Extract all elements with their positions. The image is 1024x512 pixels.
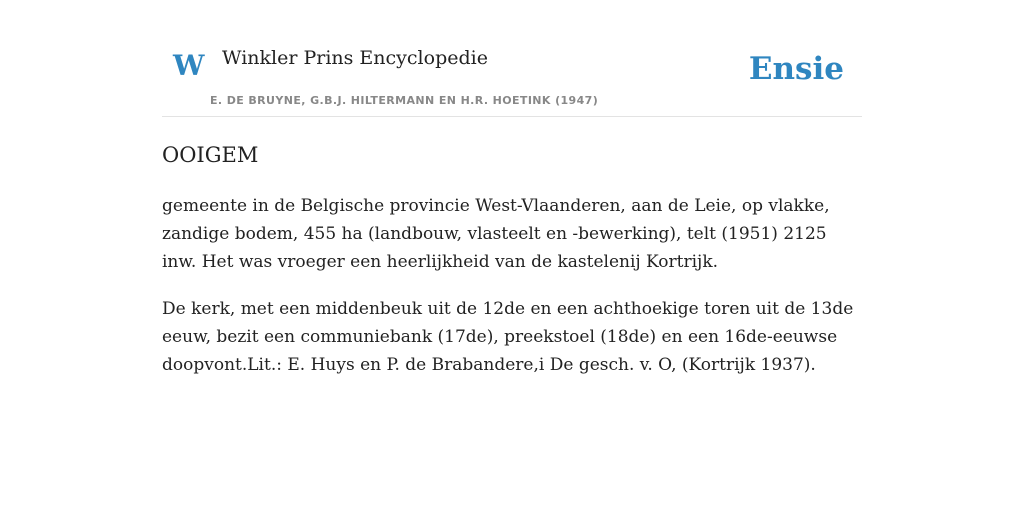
publication-logo[interactable]: W — [173, 49, 205, 82]
ensie-logo-link[interactable]: Ensie — [748, 51, 844, 87]
article-title: OOIGEM — [162, 143, 259, 167]
article-paragraph: De kerk, met een middenbeuk uit de 12de en een achthoekige toren uit de 13de eeuw, bezit een communiebank (17de), preekstoel (18de) en een 16de-eeuwse doopvont.Lit.: E. Huys en P. de Brabandere,i De gesch. v. O, (Kortrijk 1937). — [162, 299, 854, 375]
header — [162, 0, 862, 117]
article — [162, 140, 862, 379]
publication-title[interactable]: Winkler Prins Encyclopedie — [222, 47, 488, 69]
article-paragraph: gemeente in de Belgische provincie West-Vlaanderen, aan de Leie, op vlakke, zandige bodem, 455 ha (landbouw, vlasteelt en -bewerking), telt (1951) 2125 inw. Het was vroeger een heerlijkheid van de kastelenij Kortrijk. — [162, 196, 830, 272]
publication-authors: E. DE BRUYNE, G.B.J. HILTERMANN EN H.R. HOETINK (1947) — [210, 94, 599, 107]
